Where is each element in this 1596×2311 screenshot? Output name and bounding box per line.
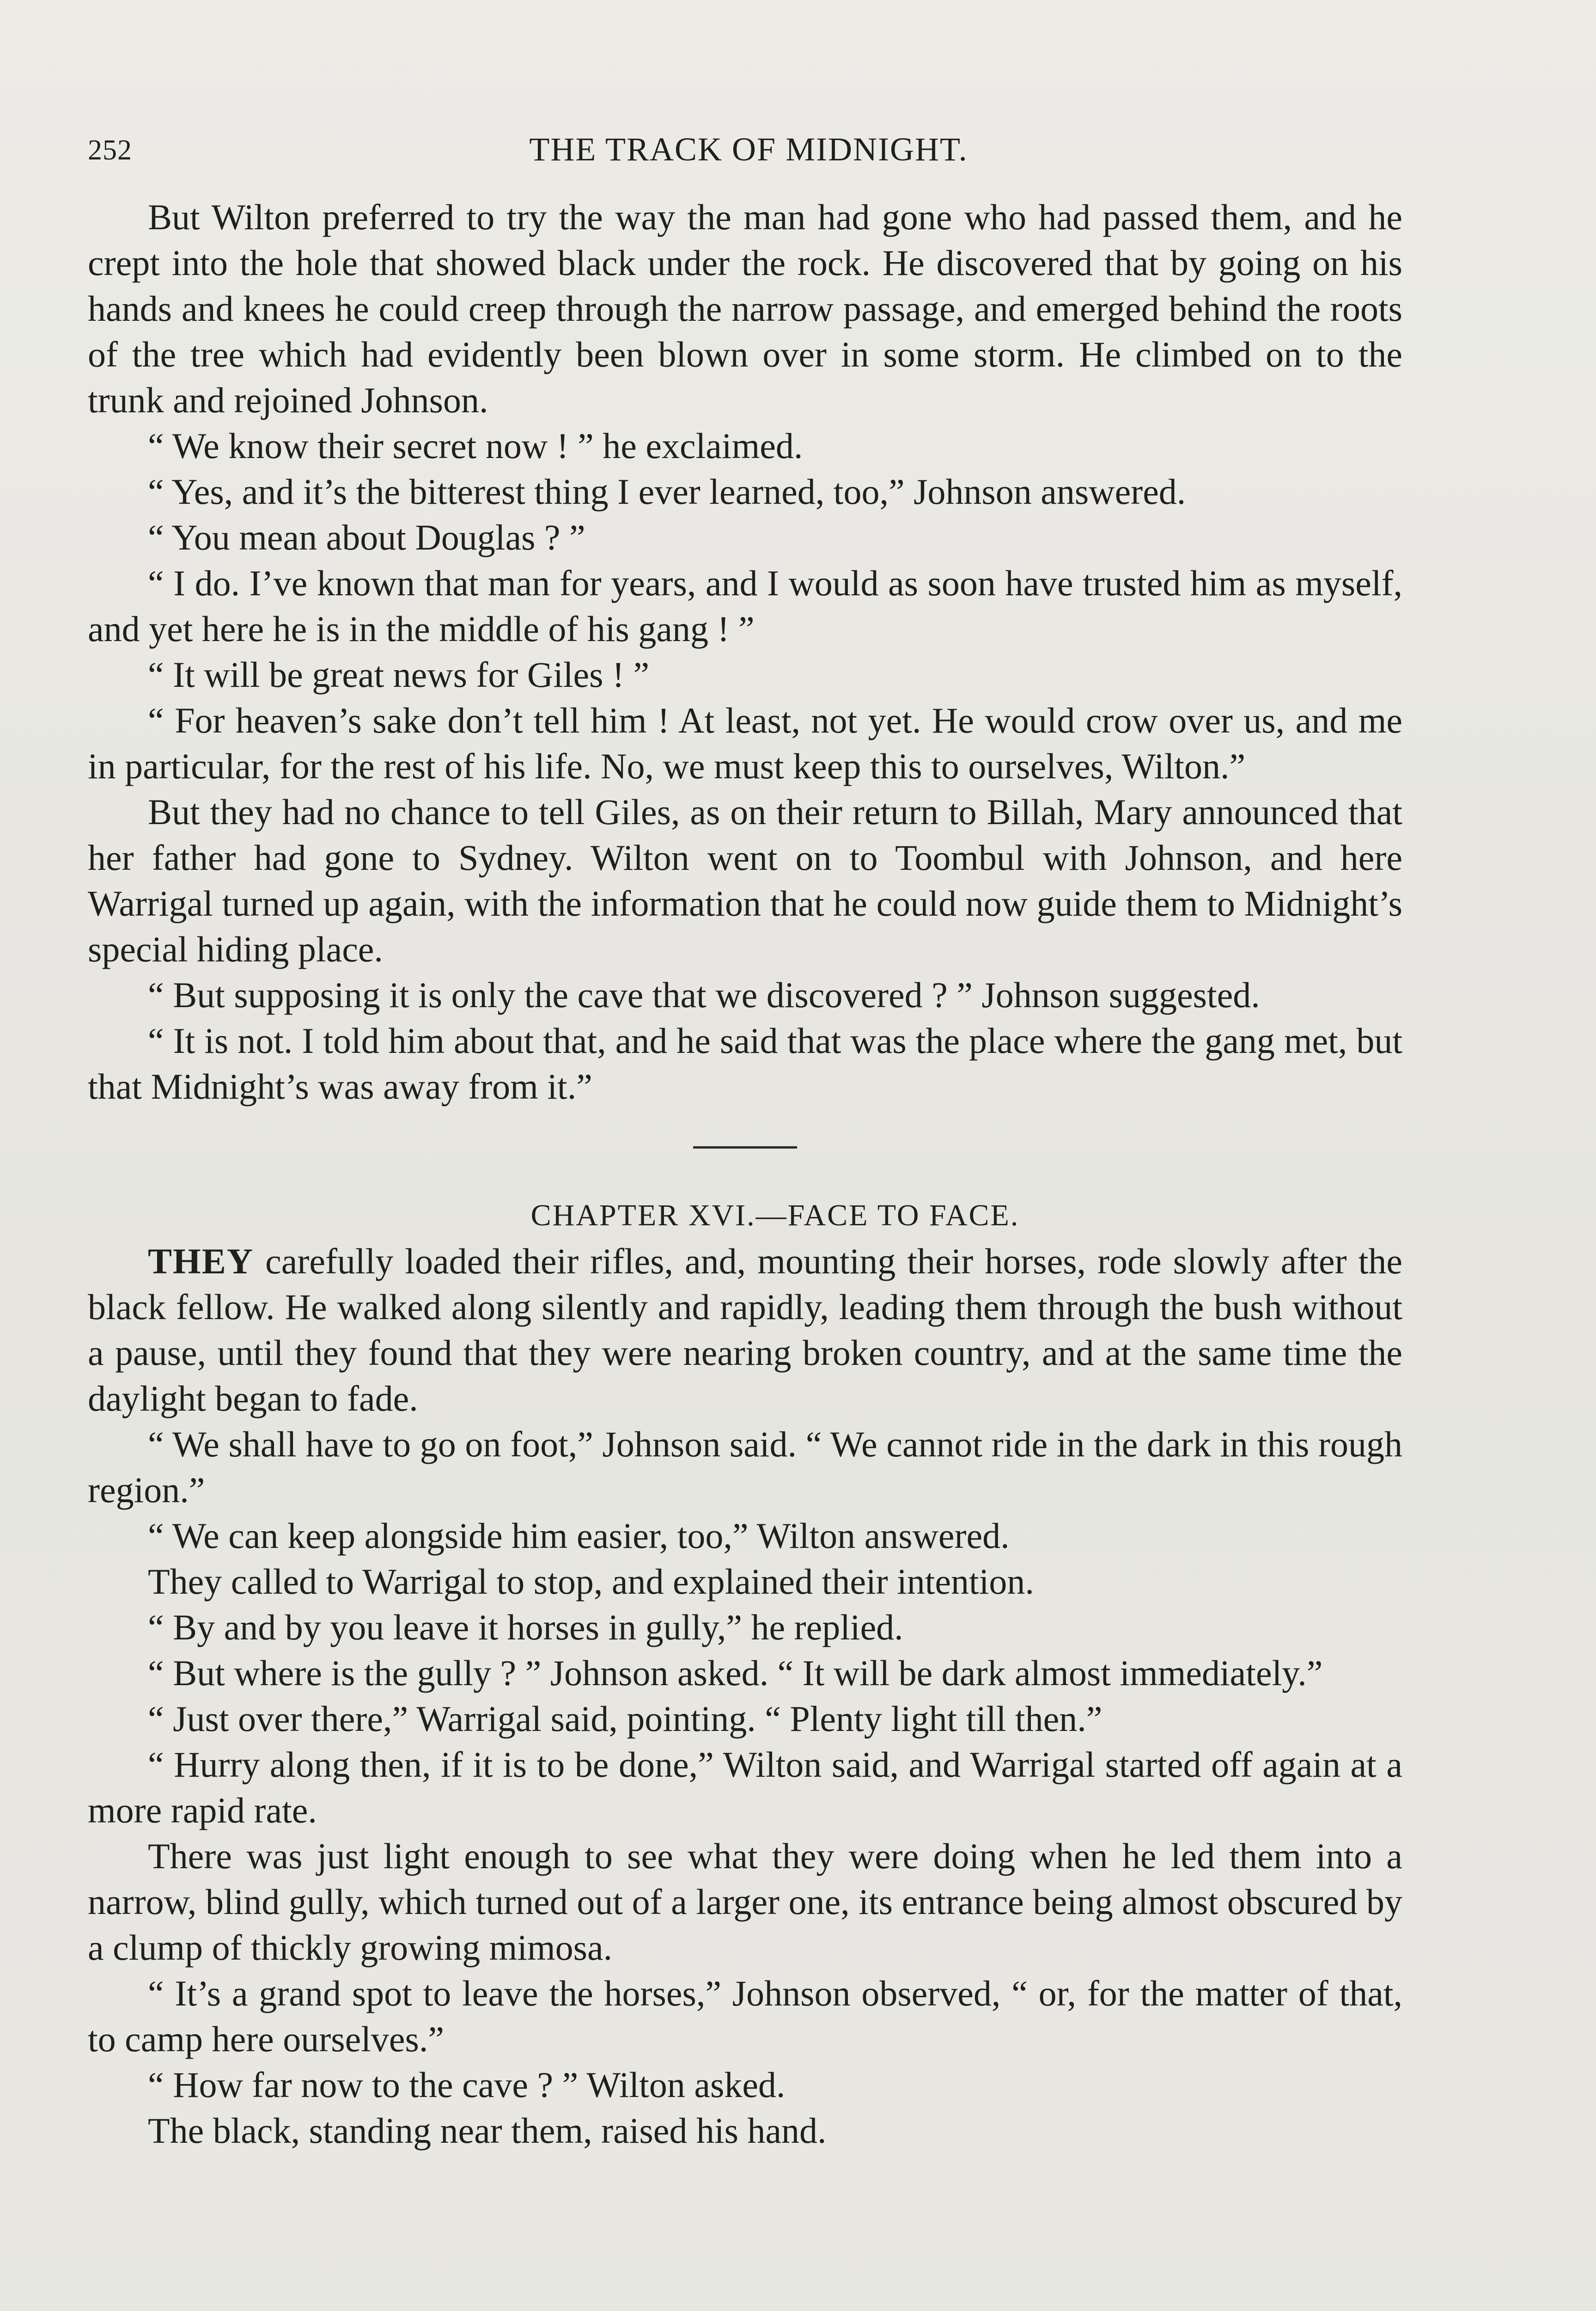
paragraph: “ Just over there,” Warrigal said, pointing. “ Plenty light till then.”: [148, 1699, 1103, 1739]
page-header: [88, 125, 1409, 176]
paragraph: The black, standing near them, raised his hand.: [148, 2110, 827, 2151]
paragraph: “ It’s a grand spot to leave the horses,” Johnson observed, “ or, for the matter of that, to camp here ourselves.”: [88, 1973, 1402, 2059]
paragraph: But they had no chance to tell Giles, as on their return to Billah, Mary announced that her father had gone to Sydney. Wilton went on to Toombul with Johnson, and here Warrigal turned up again, with the information that he could now guide them to Midnight’s special hiding place.: [88, 792, 1402, 969]
paragraph: “ But where is the gully ? ” Johnson asked. “ It will be dark almost immediately.”: [148, 1653, 1323, 1693]
paragraph: “ But supposing it is only the cave that we discovered ? ” Johnson suggested.: [148, 975, 1260, 1015]
paragraph: “ Yes, and it’s the bitterest thing I ever learned, too,” Johnson answered.: [148, 471, 1186, 512]
body-text: [88, 194, 1402, 2153]
paragraph: “ How far now to the cave ? ” Wilton asked.: [148, 2065, 786, 2105]
paragraph: But Wilton preferred to try the way the man had gone who had passed them, and he crept into the hole that showed black under the rock. He discovered that by going on his hands and knees he could creep through the narrow passage, and emerged behind the roots of the tree which had evidently been blown over in some storm. He climbed on to the trunk and rejoined Johnson.: [88, 197, 1402, 420]
page-number: 252: [88, 135, 132, 166]
paragraph: “ It will be great news for Giles ! ”: [148, 654, 650, 695]
paragraph: “ For heaven’s sake don’t tell him ! At least, not yet. He would crow over us, and me in particular, for the rest of his life. No, we must keep this to ourselves, Wilton.”: [88, 700, 1402, 786]
paragraph: “ Hurry along then, if it is to be done,” Wilton said, and Warrigal started off again at a more rapid rate.: [88, 1744, 1402, 1830]
paragraph: “ You mean about Douglas ? ”: [148, 517, 585, 557]
paragraph: “ It is not. I told him about that, and he said that was the place where the gang met, but that Midnight’s was away from it.”: [88, 1021, 1402, 1107]
running-head: THE TRACK OF MIDNIGHT.: [529, 131, 968, 168]
paragraph: “ I do. I’ve known that man for years, and I would as soon have trusted him as myself, and yet here he is in the middle of his gang ! ”: [88, 563, 1402, 649]
paragraph: “ We can keep alongside him easier, too,” Wilton answered.: [148, 1516, 1010, 1556]
paragraph: “ By and by you leave it horses in gully,” he replied.: [148, 1607, 903, 1647]
paragraph: There was just light enough to see what they were doing when he led them into a narrow, blind gully, which turned out of a larger one, its entrance being almost obscured by a clump of thickly growing mimosa.: [88, 1836, 1402, 1968]
paragraph: They called to Warrigal to stop, and explained their intention.: [148, 1561, 1034, 1602]
chapter-heading: CHAPTER XVI.—FACE TO FACE.: [530, 1198, 1020, 1232]
chapter-first-word: THEY: [148, 1241, 254, 1281]
chapter-opening-paragraph: [88, 1238, 1402, 1421]
paragraph: “ We know their secret now ! ” he exclaimed.: [148, 426, 803, 466]
section-divider: [693, 1146, 797, 1149]
chapter-first-paragraph-text: carefully loaded their rifles, and, mounting their horses, rode slowly after the black fellow. He walked along silently and rapidly, leading them through the bush without a pause, until they found that they were nearing broken country, and at the same time the daylight began to fade.: [88, 1241, 1402, 1418]
paragraph: “ We shall have to go on foot,” Johnson said. “ We cannot ride in the dark in this rough region.”: [88, 1424, 1402, 1510]
